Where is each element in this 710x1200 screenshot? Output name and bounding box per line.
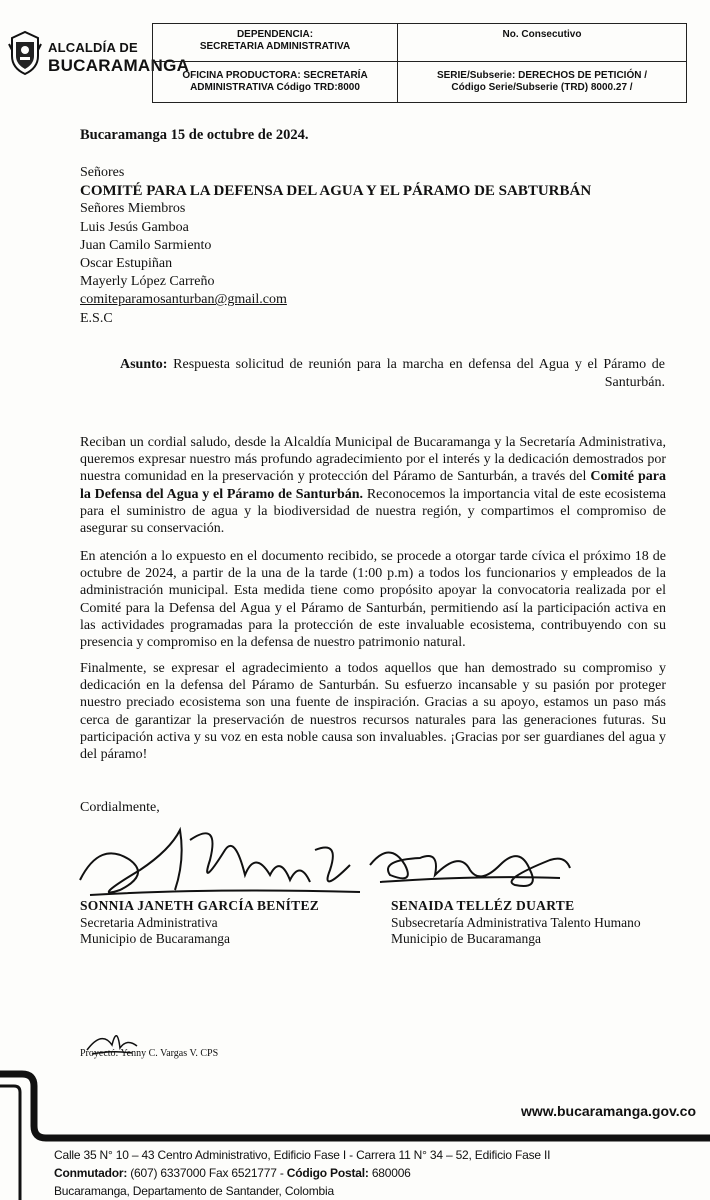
body-paragraph-2: En atención a lo expuesto en el documento recibido, se procede a otorgar tarde cívica el próximo 18 de octubre de 2024, a partir de la una de la tarde (1:00 p.m) a todos los funcionarios y empleados de la administración municipal. Esta medida tiene como propósito apoyar la convocatoria realizada por el Comité para la Defensa del Agua y el Páramo de Santurbán, permitiendo así la participación activa en las actividades programadas para la protección de este invaluable ecosistema, contribuyendo con su presencia y compromiso en la defensa de nuestro patrimonio natural. xyxy=(80,549,666,651)
signatory-org-left: Municipio de Bucaramanga xyxy=(80,931,230,946)
signatory-title-left: Secretaria Administrativa xyxy=(80,914,218,930)
header-divider-horizontal xyxy=(153,61,686,62)
recipient-esc: E.S.C xyxy=(80,310,113,326)
oficina-cell xyxy=(153,70,397,94)
signatory-name-right: SENAIDA TELLÉZ DUARTE xyxy=(391,898,575,913)
signature-block-left xyxy=(80,898,319,948)
coat-of-arms-icon xyxy=(8,30,42,76)
subject-text: Respuesta solicitud de reunión para la marcha en defensa del Agua y el Páramo de Santurbán. xyxy=(173,357,665,390)
signatory-title-right: Subsecretaría Administrativa Talento Humano xyxy=(391,914,641,930)
oficina-line1: OFICINA PRODUCTORA: SECRETARÍA xyxy=(182,70,368,81)
municipality-logo xyxy=(8,28,190,80)
footer-phone-line xyxy=(54,1164,550,1182)
document-header-table xyxy=(152,23,687,103)
p1-intro: Reciban un cordial saludo, desde la Alcaldía Municipal de Bucaramanga y la Secretaría Administrativa, queremos expresar nuestro más profundo agradecimiento por el interés y la dedicación demostrados por nuestra comunidad en la preservación y protección del Páramo de Santurbán, a través del xyxy=(80,435,666,485)
logo-text-line1: ALCALDÍA DE xyxy=(48,40,138,55)
dependencia-label: DEPENDENCIA: xyxy=(236,29,314,40)
body-paragraph-1 xyxy=(80,434,666,537)
footer-city: Bucaramanga, Departamento de Santander, Colombia xyxy=(54,1184,334,1198)
postal-value: 680006 xyxy=(371,1166,411,1180)
serie-line1: SERIE/Subserie: DERECHOS DE PETICIÓN / xyxy=(436,70,648,81)
phone-value: (607) 6337000 Fax 6521777 - xyxy=(130,1166,284,1180)
oficina-line2: ADMINISTRATIVA Código TRD:8000 xyxy=(190,82,360,93)
recipient-email-link[interactable]: comiteparamosanturban@gmail.com xyxy=(80,292,287,308)
recipient-members: Señores Miembros xyxy=(80,201,186,217)
footer-contact-info xyxy=(54,1146,550,1200)
dependencia-value: SECRETARIA ADMINISTRATIVA xyxy=(199,41,351,52)
signature-block-right xyxy=(391,898,641,948)
serie-line2: Código Serie/Subserie (TRD) 8000.27 / xyxy=(451,82,633,93)
signatory-org-right: Municipio de Bucaramanga xyxy=(391,931,541,946)
footer-address: Calle 35 N° 10 – 43 Centro Administrativo, Edificio Fase I - Carrera 11 N° 34 – 52, Edificio Fase II xyxy=(54,1148,551,1162)
letter-date: Bucaramanga 15 de octubre de 2024. xyxy=(80,127,309,143)
projected-by-note: Proyectó: Yenny C. Vargas V. CPS xyxy=(80,1048,219,1059)
recipient-name: Oscar Estupiñan xyxy=(80,256,173,272)
p1-committee-bold: Comité para la Defensa del Agua y el Páramo de Santurbán. xyxy=(80,469,666,502)
logo-text-line2: BUCARAMANGA xyxy=(48,56,190,75)
p1-closing: Reconocemos la importancia vital de este ecosistema para el suministro de agua y la biodiversidad de nuestra región, y compartimos el compromiso de asegurar su conservación. xyxy=(80,486,667,537)
subject-label: Asunto: xyxy=(120,357,168,372)
recipient-name: Juan Camilo Sarmiento xyxy=(80,237,212,253)
consecutivo-label: No. Consecutivo xyxy=(502,29,582,40)
recipient-name: Mayerly López Carreño xyxy=(80,274,215,290)
recipient-greeting: Señores xyxy=(80,165,125,180)
consecutivo-cell xyxy=(397,29,687,41)
recipient-committee: COMITÉ PARA LA DEFENSA DEL AGUA Y EL PÁRAMO DE SABTURBÁN xyxy=(80,183,592,200)
signatory-name-left: SONNIA JANETH GARCÍA BENÍTEZ xyxy=(80,898,320,913)
body-paragraph-3: Finalmente, se expresar el agradecimiento a todos aquellos que han demostrado su compromiso y dedicación en la defensa del Páramo de Santurbán. Su esfuerzo incansable y su pasión por proteger nuestro preciado ecosistema son una fuente de inspiración. Gracias a su apoyo, estamos un paso más cerca de garantizar la preservación de nuestros recursos naturales para las generaciones futuras. Su participación activa y su voz en esta noble causa son invaluables. ¡Gracias por ser guardianes del agua y del páramo! xyxy=(80,661,666,763)
phone-label: Conmutador: xyxy=(54,1166,128,1180)
postal-label: Código Postal: xyxy=(286,1166,369,1180)
recipient-name: Luis Jesús Gamboa xyxy=(80,219,189,235)
serie-cell xyxy=(397,70,687,94)
closing-salutation: Cordialmente, xyxy=(80,800,160,815)
website-link[interactable]: www.bucaramanga.gov.co xyxy=(520,1103,696,1119)
subject-line xyxy=(120,356,665,392)
recipient-block xyxy=(80,164,591,328)
dependencia-cell xyxy=(153,29,397,53)
